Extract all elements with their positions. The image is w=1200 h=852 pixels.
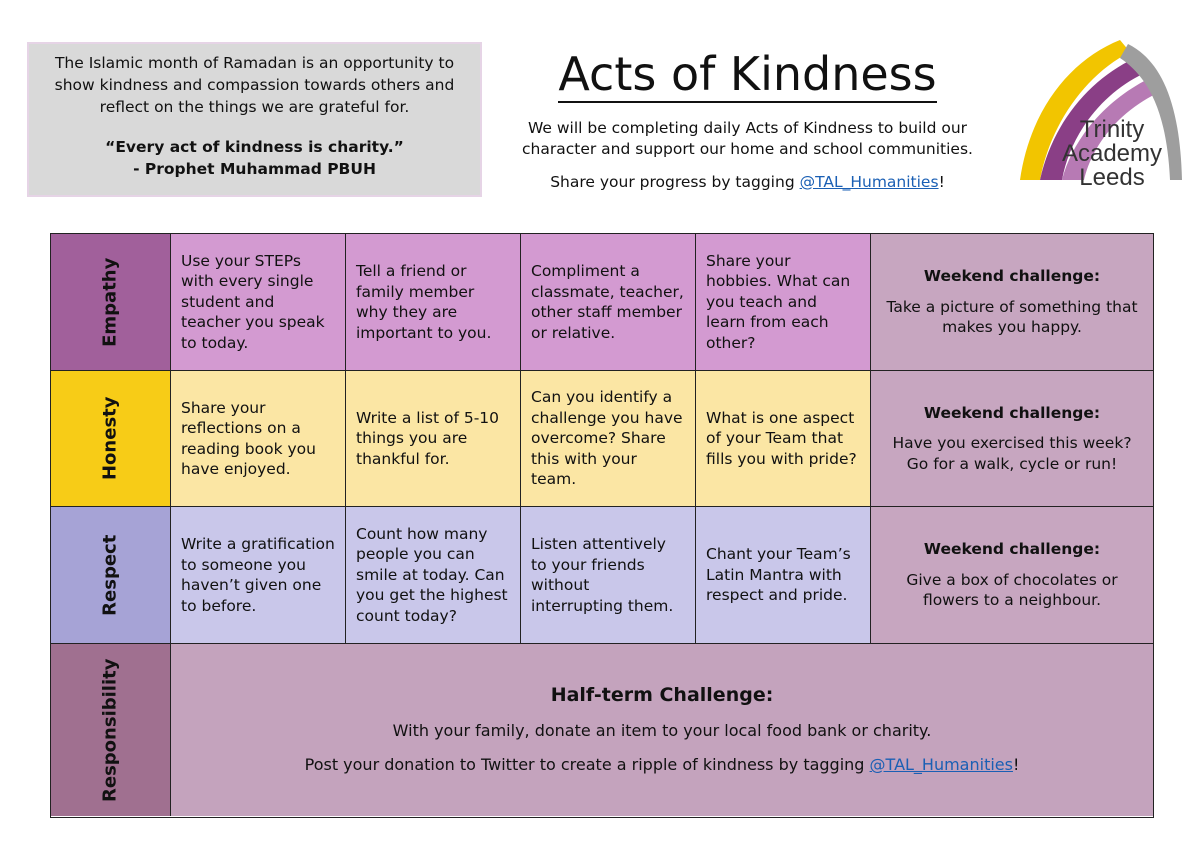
- weekend-text: Give a box of chocolates or flowers to a neighbour.: [906, 570, 1118, 610]
- act-cell: Tell a friend or family member why they are important to you.: [346, 234, 521, 371]
- weekend-heading: Weekend challenge:: [923, 267, 1101, 286]
- act-cell: Listen attentively to your friends without interrupting them.: [521, 507, 696, 644]
- share-line: Share your progress by tagging @TAL_Humanities!: [550, 173, 945, 191]
- row-responsibility: [51, 644, 1153, 816]
- kindness-grid: [50, 233, 1154, 818]
- act-cell: Write a list of 5-10 things you are thankful for.: [346, 371, 521, 507]
- act-cell: Share your hobbies. What can you teach and learn from each other?: [696, 234, 871, 371]
- kindness-quote: “Every act of kindness is charity.”: [105, 138, 404, 156]
- twitter-handle-link[interactable]: @TAL_Humanities: [869, 755, 1013, 774]
- weekend-text: Take a picture of something that makes you happy.: [886, 297, 1138, 337]
- half-term-challenge: [171, 644, 1153, 816]
- half-term-line-2: Post your donation to Twitter to create a ripple of kindness by tagging @TAL_Humanities!: [304, 755, 1020, 774]
- half-term-heading: Half-term Challenge:: [550, 684, 774, 706]
- act-cell: Count how many people you can smile at today. Can you get the highest count today?: [346, 507, 521, 644]
- weekend-text: Have you exercised this week? Go for a walk, cycle or run!: [892, 434, 1132, 473]
- act-cell: Share your reflections on a reading book you have enjoyed.: [171, 371, 346, 507]
- act-cell: Use your STEPs with every single student and teacher you speak to today.: [171, 234, 346, 371]
- row-respect: [51, 507, 1153, 644]
- row-label-empathy: Empathy: [51, 234, 171, 371]
- row-label-respect: Respect: [51, 507, 171, 644]
- act-cell: Compliment a classmate, teacher, other staff member or relative.: [521, 234, 696, 371]
- twitter-handle-link[interactable]: @TAL_Humanities: [799, 173, 939, 191]
- act-cell: Can you identify a challenge you have overcome? Share this with your team.: [521, 371, 696, 507]
- weekend-heading: Weekend challenge:: [923, 540, 1101, 559]
- page-subtitle: We will be completing daily Acts of Kindness to build our character and support our home and school communities.: [522, 119, 973, 158]
- weekend-challenge-empathy: [871, 234, 1153, 371]
- half-term-line-1: With your family, donate an item to your local food bank or charity.: [392, 721, 932, 740]
- act-cell: What is one aspect of your Team that fills you with pride?: [696, 371, 871, 507]
- page-title: Acts of Kindness: [558, 47, 937, 101]
- act-cell: Chant your Team’s Latin Mantra with respect and pride.: [696, 507, 871, 644]
- logo-wordmark: Trinity Academy Leeds: [1061, 116, 1163, 191]
- weekend-heading: Weekend challenge:: [923, 403, 1101, 422]
- weekend-challenge-respect: [871, 507, 1153, 644]
- row-label-honesty: Honesty: [51, 371, 171, 507]
- row-label-responsibility: Responsibility: [51, 644, 171, 816]
- ramadan-intro-text: The Islamic month of Ramadan is an opportunity to show kindness and compassion towards others and reflect on the things we are grateful for.: [54, 54, 455, 116]
- ramadan-quote-box: [27, 42, 482, 197]
- row-honesty: [51, 371, 1153, 507]
- quote-attribution: - Prophet Muhammad PBUH: [133, 160, 376, 178]
- row-empathy: [51, 234, 1153, 371]
- weekend-challenge-honesty: [871, 371, 1153, 507]
- act-cell: Write a gratification to someone you haven’t given one to before.: [171, 507, 346, 644]
